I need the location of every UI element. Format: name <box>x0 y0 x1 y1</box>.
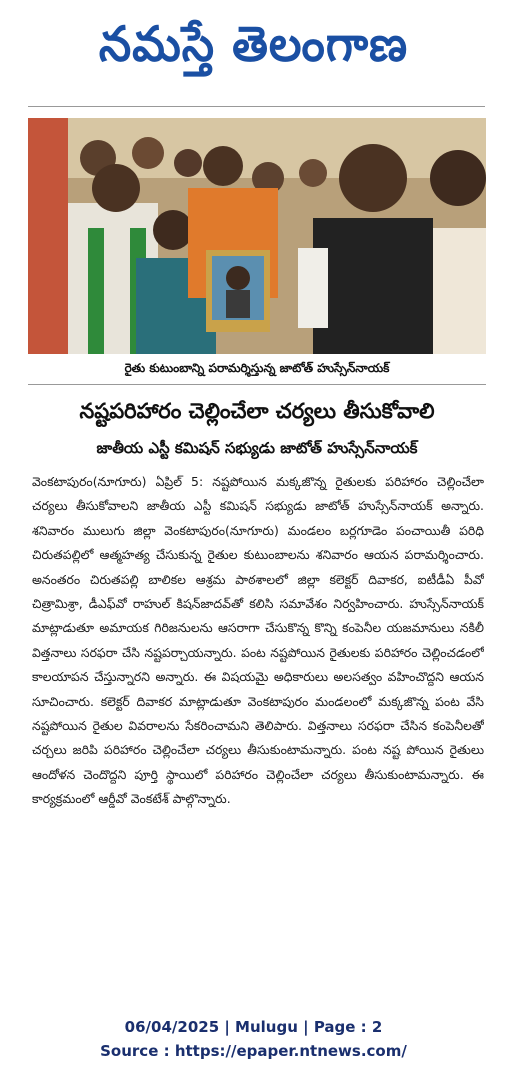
masthead-rule <box>28 106 485 107</box>
article-subheadline: జాతీయ ఎస్టీ కమిషన్ సభ్యుడు జాటోత్ హుస్సేన్‌నాయక్ <box>96 439 418 457</box>
dateline: 06/04/2025 | Mulugu | Page : 2 <box>124 1018 383 1036</box>
photo-illustration <box>28 118 486 354</box>
news-clipping <box>28 118 488 998</box>
article-headline: నష్టపరిహారం చెల్లించేలా చర్యలు తీసుకోవాలి <box>79 399 435 423</box>
newspaper-title: నమస్తే తెలంగాణ <box>98 15 409 73</box>
photo-caption: రైతు కుటుంబాన్ని పరామర్శిస్తున్న జాటోత్ హుస్సేన్‌నాయక్ <box>124 360 390 375</box>
news-photo <box>28 118 486 354</box>
source-line: Source : https://epaper.ntnews.com/ <box>100 1042 407 1060</box>
caption-rule <box>28 384 486 385</box>
article-body: వెంకటాపురం(నూగూరు) ఏప్రిల్ 5: నష్టపోయిన మక్కజొన్న రైతులకు పరిహారం చెల్లించేలా చర్యలు తీసుకోవాలని జాతీయ ఎస్టీ కమిషన్ సభ్యుడు జాటోత్ హుస్సేన్‌నాయక్ అన్నారు. శనివారం ములుగు జిల్లా వెంకటాపురం(నూగూరు) మండలం బర్లగూడెం పంచాయితీ పరిధి చిరుతపల్లిలో ఆత్మహత్య చేసుకున్న రైతుల కుటుంబాలను శనివారం ఆయన పరామర్శించారు. అనంతరం చిరుతపల్లి బాలికల ఆశ్రమ పాఠశాలలో జిల్లా కలెక్టర్ దివాకర, ఐటీడీఏ పీవో చిత్రామిశ్రా, డీఎఫ్‌వో రాహుల్ కిషన్‌జాదవ్‌తో కలిసి సమావేశం నిర్వహించారు. హుస్సేన్‌నాయక్ మాట్లాడుతూ అమాయక గిరిజనులను ఆసరాగా చేసుకొన్న కొన్ని కంపెనీల యజమానులు నకిలీ విత్తనాలు సరఫరా చేసి నష్టపర్చాయన్నారు. పంట నష్టపోయిన రైతులకు పరిహారం చెల్లించడంలో కాలయాపన చేస్తున్నారని అన్నారు. ఈ విషయమై అధికారులు అలసత్వం వహించొద్దని ఆయన సూచించారు. కలెక్టర్ దివాకర మాట్లాడుతూ వెంకటాపురం మండలంలో మక్కజొన్న పంట వేసి నష్టపోయిన రైతుల వివరాలను సేకరించామని తెలిపారు. విత్తనాలు సరఫరా చేసిన కంపెనీలతో చర్చలు జరిపి పరిహారం చెల్లించేలా చర్యలు తీసుకుంటామన్నారు. పంట నష్ట పోయిన రైతులు ఆందోళన చెందొద్దని పూర్తి స్థాయిలో పరిహారం చెల్లించేలా చర్యలు తీసుకుంటామన్నారు. ఈ కార్యక్రమంలో ఆర్డీవో వెంకటేశ్ పాల్గొన్నారు. <box>32 474 484 807</box>
masthead <box>0 0 507 100</box>
